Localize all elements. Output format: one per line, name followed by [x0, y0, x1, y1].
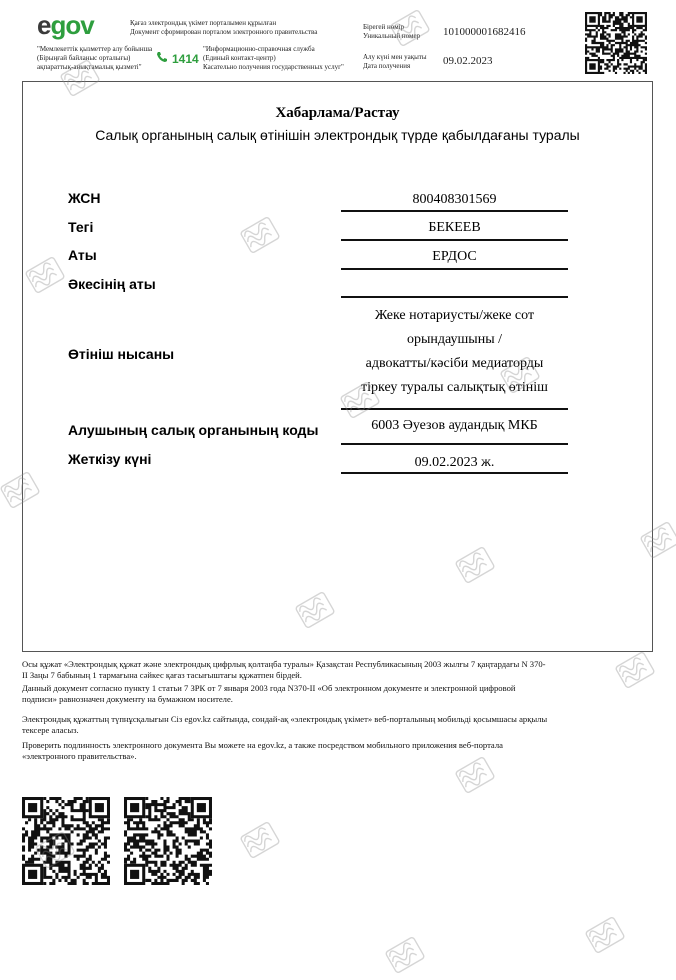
surname-underline: [341, 239, 568, 241]
verify-note-ru: [22, 740, 652, 762]
tax-code-value: 6003 Әуезов аудандық МКБ: [371, 418, 538, 433]
legal-note-kz: [22, 659, 652, 681]
verify-ru-line-1: Проверить подлинность электронного документа Вы можете на egov.kz, а также посредством мобильного приложения веб-портала: [22, 740, 503, 750]
ornament-watermark-icon: [25, 255, 65, 300]
form-value-line-3: адвокатты/кәсіби медиаторды: [365, 356, 544, 371]
unique-number: 101000001682416: [443, 26, 526, 38]
patronymic-underline: [341, 296, 568, 298]
contact-ru-line-2: (Единый контакт-центр): [203, 54, 276, 62]
contact-ru-line-1: "Информационно-справочная служба: [203, 45, 315, 53]
logo-gov: gov: [50, 10, 94, 40]
qr-code-header: [585, 12, 647, 74]
verify-kz-line-1: Электрондық құжаттың түпнұсқалығын Сіз egov.kz сайтында, сондай-ақ «электрондық үкімет» веб-порталының мобильді қосымшасы арқылы: [22, 714, 548, 724]
ornament-watermark-icon: [240, 215, 280, 260]
verify-note-kz: [22, 714, 652, 736]
receipt-date: 09.02.2023: [443, 55, 493, 67]
legal-ru-line-2: подписи» равнозначен документу на бумажном носителе.: [22, 694, 233, 704]
contact-kz-line-3: ақпараттық-анықтамалық қызметі": [37, 63, 142, 71]
receipt-date-label: [363, 53, 427, 71]
form-value-line-4: тіркеу туралы салықтық өтініш: [361, 380, 548, 395]
ornament-watermark-icon: [500, 355, 540, 400]
ornament-watermark-icon: [60, 58, 100, 103]
ornament-watermark-icon: [455, 545, 495, 590]
logo-e: e: [37, 10, 51, 40]
portal-note: [130, 19, 350, 37]
date-label-ru: Дата получения: [363, 62, 411, 70]
legal-ru-line-1: Данный документ согласно пункту 1 статьи 7 ЗРК от 7 января 2003 года N370-II «Об электронном документе и электронной цифровой: [22, 683, 516, 693]
verify-kz-line-2: тексере аласыз.: [22, 725, 79, 735]
contact-kz-line-1: "Мемлекеттік қызметтер алу бойынша: [37, 45, 153, 53]
ornament-watermark-icon: [455, 755, 495, 800]
delivery-date-underline: [341, 472, 568, 474]
document-title: Хабарлама/Растау: [275, 105, 400, 121]
iin-underline: [341, 210, 568, 212]
name-underline: [341, 268, 568, 270]
unique-label-kz: Бірегей нөмір: [363, 23, 405, 31]
portal-note-kz: Қағаз электрондық үкімет порталымен құрылған: [130, 19, 277, 27]
tax-code-label: Алушының салық органының коды: [68, 422, 319, 438]
legal-kz-line-1: Осы құжат «Электрондық құжат және электрондық цифрлық қолтаңба туралы» Қазақстан Республикасының 2003 жылғы 7 қаңтардағы N 370-: [22, 659, 546, 669]
legal-note-ru: [22, 683, 652, 705]
ornament-watermark-icon: [640, 520, 676, 565]
application-form-label: Өтініш нысаны: [68, 346, 175, 362]
iin-value: 800408301569: [412, 192, 497, 207]
contact-kz-line-2: (Бірыңғай байланыс орталығы): [37, 54, 131, 62]
surname-value: БЕКЕЕВ: [428, 220, 481, 235]
phone-icon: [156, 50, 168, 68]
ornament-watermark-icon: [340, 380, 380, 425]
phone-block: [156, 50, 199, 68]
surname-label: Тегі: [68, 219, 94, 235]
legal-kz-line-2: II Заңы 7 бабының 1 тармағына сәйкес қағаз тасығыштағы құжатпен бірдей.: [22, 670, 302, 680]
ornament-watermark-icon: [390, 8, 430, 53]
ornament-watermark-icon: [35, 830, 75, 875]
delivery-date-label: Жеткізу күні: [68, 451, 152, 467]
form-value-line-1: Жеке нотариусты/жеке сот: [374, 308, 535, 323]
contact-center-ru: [203, 45, 353, 72]
document-subtitle: Салық органының салық өтінішін электрондық түрде қабылдағаны туралы: [95, 127, 580, 143]
name-value: ЕРДОС: [432, 249, 477, 264]
egov-logo: [37, 10, 94, 41]
tax-code-underline: [341, 443, 568, 445]
ornament-watermark-icon: [295, 590, 335, 635]
ornament-watermark-icon: [585, 915, 625, 960]
iin-label: ЖСН: [68, 190, 101, 206]
contact-ru-line-3: Касательно получения государственных услуг": [203, 63, 344, 71]
portal-note-ru: Документ сформирован порталом электронного правительства: [130, 28, 318, 36]
phone-number: 1414: [172, 52, 199, 66]
name-label: Аты: [68, 247, 97, 263]
form-value-line-2: орындаушыны /: [407, 332, 502, 347]
patronymic-label: Әкесінің аты: [68, 276, 156, 292]
verify-ru-line-2: «электронного правительства».: [22, 751, 137, 761]
ornament-watermark-icon: [385, 935, 425, 980]
delivery-date-value: 09.02.2023 ж.: [414, 455, 495, 470]
unique-label-ru: Уникальный номер: [363, 32, 421, 40]
qr-code-signature-2: [124, 797, 212, 885]
date-label-kz: Алу күні мен уақыты: [363, 53, 427, 61]
ornament-watermark-icon: [240, 820, 280, 865]
ornament-watermark-icon: [615, 650, 655, 695]
ornament-watermark-icon: [0, 470, 40, 515]
